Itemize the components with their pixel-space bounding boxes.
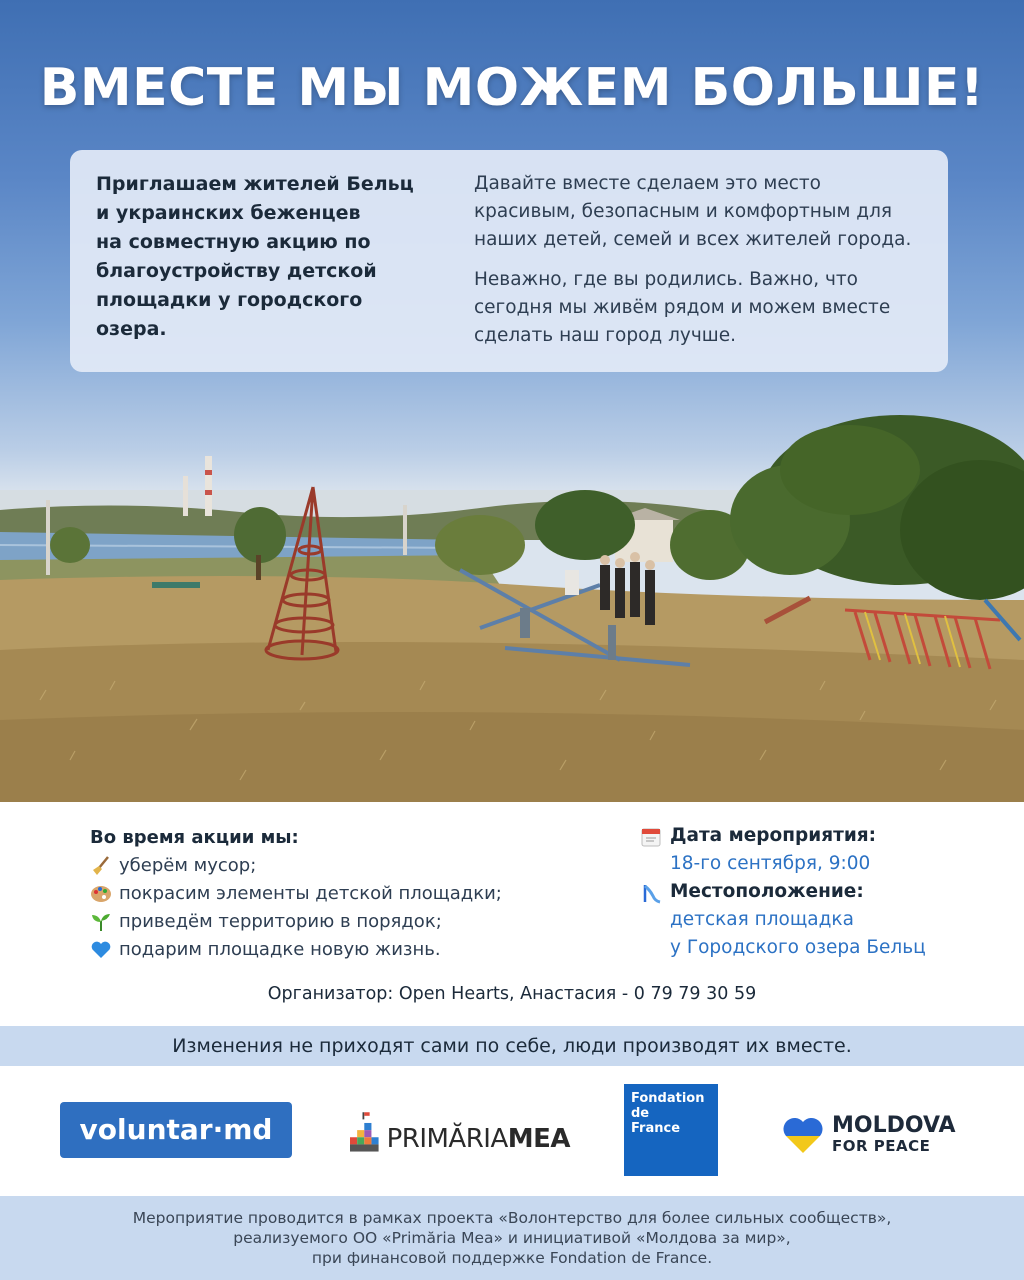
- action-item: [90, 908, 590, 936]
- action-item: [90, 880, 590, 908]
- invitation-text: [96, 170, 436, 352]
- date-label: Дата мероприятия:: [670, 825, 877, 846]
- location-line-2: у Городского озера Бельц: [670, 937, 926, 958]
- slide-icon: [640, 878, 670, 962]
- mfp-line-1: MOLDOVA: [832, 1113, 956, 1138]
- event-info: [640, 822, 1000, 962]
- date-value: 18-го сентября, 9:00: [670, 853, 871, 874]
- invitation-line: Приглашаем жителей Бельц: [96, 173, 414, 195]
- action-text: уберём мусор;: [119, 855, 257, 876]
- invitation-line: на совместную акцию по: [96, 231, 371, 253]
- mfp-line-2: FOR PEACE: [832, 1137, 931, 1155]
- text-line: Давайте вместе сделаем это место: [474, 173, 822, 194]
- mea-word: MEA: [507, 1124, 570, 1154]
- description-paragraph-2: [474, 266, 922, 350]
- description-paragraph-1: [474, 170, 922, 254]
- invitation-description: [474, 170, 922, 352]
- location-line-1: детская площадка: [670, 909, 854, 930]
- action-text: приведём территорию в порядок;: [119, 911, 442, 932]
- partner-logos: [0, 1066, 1024, 1196]
- invitation-line: благоустройству детской: [96, 260, 377, 282]
- text-line: наших детей, семей и всех жителей города.: [474, 229, 912, 250]
- text-line: красивым, безопасным и комфортным для: [474, 201, 893, 222]
- moldova-for-peace-logo: [782, 1110, 982, 1160]
- fdf-line: de: [631, 1106, 650, 1121]
- primaria-mea-logo: [350, 1104, 570, 1154]
- text-line: Неважно, где вы родились. Важно, что: [474, 269, 858, 290]
- project-footer: [0, 1196, 1024, 1280]
- invitation-line: площадки у городского: [96, 289, 363, 311]
- invitation-box: [70, 150, 948, 372]
- action-text: покрасим элементы детской площадки;: [119, 883, 502, 904]
- event-details: [0, 802, 1024, 1026]
- text-line: сегодня мы живём рядом и можем вместе: [474, 297, 891, 318]
- primaria-word: PRIMĂRIA: [386, 1124, 508, 1154]
- slogan-band: Изменения не приходят сами по себе, люди производят их вместе.: [0, 1026, 1024, 1066]
- fdf-line: France: [631, 1121, 681, 1136]
- broom-icon: [90, 856, 112, 876]
- actions-list: [90, 824, 590, 964]
- fondation-de-france-logo: [624, 1084, 718, 1176]
- primaria-mea-wordmark: [387, 1124, 570, 1154]
- invitation-line: озера.: [96, 318, 167, 340]
- blue-heart-icon: [90, 940, 112, 960]
- action-item: [90, 852, 590, 880]
- invitation-line: и украинских беженцев: [96, 202, 361, 224]
- ukraine-heart-icon: [782, 1115, 824, 1155]
- location-label: Местоположение:: [670, 881, 864, 902]
- calendar-icon: [640, 822, 670, 878]
- text-line: сделать наш город лучше.: [474, 325, 736, 346]
- footer-line: при финансовой поддержке Fondation de France.: [311, 1249, 713, 1267]
- footer-line: Мероприятие проводится в рамках проекта «Волонтерство для более сильных сообществ»,: [132, 1209, 892, 1227]
- action-item: [90, 936, 590, 964]
- palette-icon: [90, 884, 112, 904]
- action-text: подарим площадке новую жизнь.: [119, 939, 441, 960]
- event-location: [640, 878, 1000, 962]
- organizer-contact: Организатор: Open Hearts, Анастасия - 0 79 79 30 59: [267, 984, 757, 1004]
- primaria-mea-building-icon: [350, 1108, 379, 1154]
- moldova-for-peace-wordmark: [832, 1115, 956, 1155]
- headline: ВМЕСТЕ МЫ МОЖЕМ БОЛЬШЕ!: [39, 58, 985, 118]
- voluntar-md-logo: voluntar·md: [60, 1102, 292, 1158]
- event-date: [640, 822, 1000, 878]
- fdf-line: Fondation: [631, 1091, 705, 1106]
- actions-title: Во время акции мы:: [90, 827, 299, 848]
- seedling-icon: [90, 912, 112, 932]
- footer-line: реализуемого ОО «Primăria Mea» и инициативой «Молдова за мир»,: [233, 1229, 791, 1247]
